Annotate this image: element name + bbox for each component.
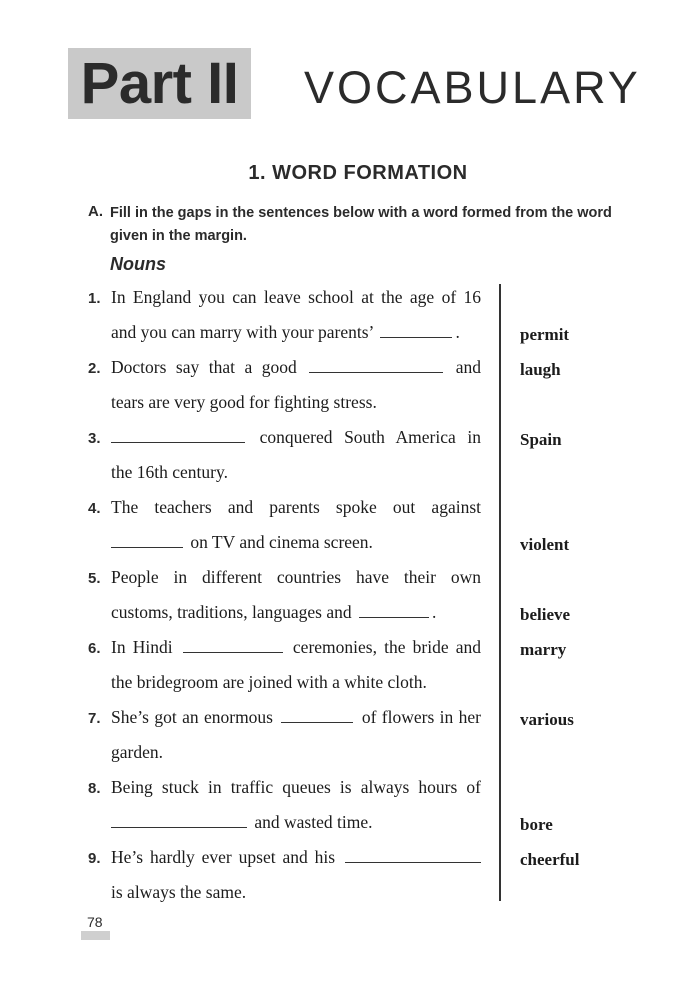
margin-word: marry [520,640,567,659]
sentence-line [111,847,481,868]
section-title: VOCABULARY [304,62,641,113]
margin-word: bore [520,815,553,834]
margin-word: various [520,710,574,729]
answer-blank[interactable] [345,848,481,863]
sentence-line [111,602,481,623]
margin-word: Spain [520,430,562,449]
sentence-line: is always the same. [111,882,247,902]
sentence-text: and wasted time. [254,812,373,832]
item-number: 7. [88,710,101,727]
margin-word: cheerful [520,850,580,869]
sentence-line [111,707,481,728]
sentence-line [111,812,481,833]
sentence-line: People in different countries have their own [111,567,481,587]
sentence-text: and [455,357,482,377]
sentence-line: garden. [111,742,163,762]
sentence-text: . [455,322,460,342]
item-number: 5. [88,570,101,587]
sentence-line [111,427,481,448]
answer-blank[interactable] [309,358,443,373]
answer-blank[interactable] [111,533,183,548]
sentence-line: The teachers and parents spoke out against [111,497,481,517]
sentence-text: on TV and cinema screen. [190,532,373,552]
answer-blank[interactable] [111,428,245,443]
sentence-text: . [431,602,437,622]
sentence-text: customs, traditions, languages and [111,602,352,622]
sentence-line: the bridegroom are joined with a white cloth. [111,672,427,692]
instruction-letter: A. [88,203,103,220]
answer-blank[interactable] [183,638,283,653]
answer-blank[interactable] [281,708,353,723]
margin-word: permit [520,325,570,344]
sentence-text: She’s got an enormous [111,707,273,727]
page-number-text: 78 [87,914,103,930]
page-number-bar [81,931,110,940]
sentence-line: Being stuck in traffic queues is always hours of [111,777,481,797]
answer-blank[interactable] [111,813,247,828]
margin-word: violent [520,535,570,554]
item-number: 8. [88,780,101,797]
sentence-text: and you can marry with your parents’ [111,322,374,342]
answer-blank[interactable] [380,323,452,338]
margin-word: believe [520,605,571,624]
sentence-text: of flowers in her [361,707,482,727]
category-heading: Nouns [110,254,166,274]
sentence-text: Doctors say that a good [111,357,297,377]
margin-divider [499,284,501,901]
page-number [81,914,110,940]
instruction-text: Fill in the gaps in the sentences below with a word formed from the word given in the margin. [110,205,612,244]
sentence-text: ceremonies, the bride and [292,637,482,657]
sentence-line: In England you can leave school at the age of 16 [111,287,481,307]
sentence-line [111,532,481,553]
answer-blank[interactable] [359,603,429,618]
item-number: 2. [88,360,101,377]
item-number: 3. [88,430,101,447]
item-number: 9. [88,850,101,867]
item-number: 1. [88,290,101,307]
sentence-line: the 16th century. [111,462,228,482]
sentence-line [111,637,481,658]
sentence-text: He’s hardly ever upset and his [111,847,336,867]
margin-word: laugh [520,360,561,379]
part-label: Part II [68,48,251,119]
item-number: 6. [88,640,101,657]
subsection-title: 1. WORD FORMATION [248,162,468,184]
sentence-line: tears are very good for fighting stress. [111,392,377,412]
sentence-text: In Hindi [111,637,173,657]
sentence-line [111,357,481,378]
sentence-line [111,322,481,343]
item-number: 4. [88,500,101,517]
sentence-text: conquered South America in [259,427,481,447]
